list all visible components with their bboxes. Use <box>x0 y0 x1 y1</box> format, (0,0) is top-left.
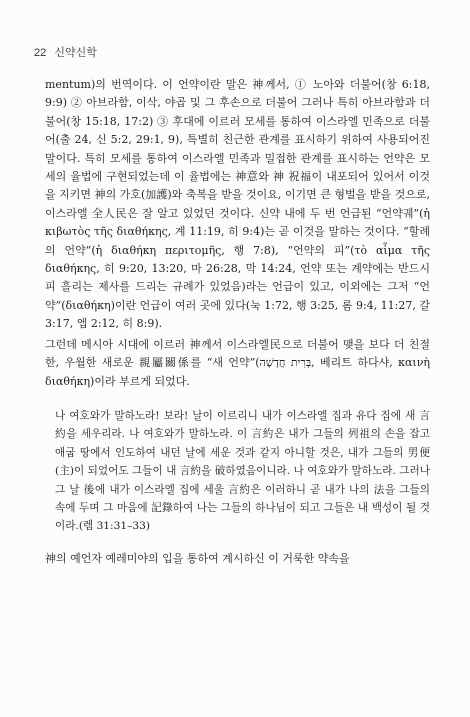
running-title: 신약신학 <box>54 47 97 59</box>
running-header <box>34 44 97 60</box>
page-number: 22 <box>34 47 47 59</box>
quote-text: 나 여호와가 말하노라! 보라! 날이 이르리니 내가 이스라엘 집과 유다 집에 새 言約을 세우리라. 나 여호와가 말하노라. 이 言約은 내가 그들의 列祖의 손을 잡고 애굽 땅에서 인도하여 내던 날에 세운 것과 같지 아니할 것은, 내가 그들의 男便(主)이 되었어도 그들이 내 言約을 破하였음이니라. 나 여호와가 말하노라. 그러나 그 날 後에 내가 이스라엘 집에 세울 言約은 이러하니 곧 내가 나의 法을 그들의 속에 두며 그 마음에 記錄하여 나는 그들의 하나님이 되고 그들은 내 백성이 될 것이라.(렘 31:31–33) <box>55 409 430 533</box>
paragraph-text: mentum)의 번역이다. 이 언약이란 말은 神께서, ① 노아와 더불어(창 6:18, 9:9) ② 아브라함, 이삭, 야곱 및 그 후손으로 더불어 그러나 특히 아브라함과 더불어(창 15:18, 17:2) ③ 후대에 이르러 모세를 통하여 이스라엘 민족으로 더불어(출 24, 신 5:2, 29:1, 9), 특별히 친근한 관계를 표시하기 위하여 사용되어진 말이다. 특히 모세를 통하여 이스라엘 민족과 밀접한 관계를 표시하는 언약은 모세의 율법에 구현되었는데 이 율법에는 神意와 神 祝福이 내포되어 있어서 이것을 지키면 神의 가호(加護)와 축복을 받을 것이요, 이기면 큰 형벌을 받을 것으로, 이스라엘 全人民은 잘 알고 있었던 것이다. 신약 내에 두 번 언급된 “언약궤”(ἡ κιβωτὸς τῆς διαθήκης, 계 11:19, 히 9:4)는 곧 이것을 말하는 것이다. “할례의 언약”(ἡ διαθήκη περιτομῆς, 행 7:8), “언약의 피”(τὸ αἷμα τῆς διαθήκης, 히 9:20, 13:20, 마 26:28, 막 14:24, 언약 또는 계약에는 반드시 피 흘리는 제사를 드리는 규례가 있었음)라는 언급이 있고, 이외에는 그저 “언약”(διαθήκη)이란 언급이 여러 곳에 있다(눅 1:72, 행 3:25, 롬 9:4, 11:27, 갈 3:17, 엡 2:12, 히 8:9). <box>45 78 430 331</box>
paragraph-closing <box>45 550 430 568</box>
page-body <box>45 76 430 570</box>
paragraph-covenant-history <box>45 76 430 334</box>
paragraph-text: 神의 예언자 예레미야의 입을 통하여 계시하신 이 거룩한 약속을 <box>45 551 350 565</box>
block-quote-jeremiah <box>55 407 430 536</box>
paragraph-text: 그런데 메시아 시대에 이르러 神께서 이스라엘民으로 더불어 맺을 보다 더 친절한, 우월한 새로운 親屬關係를 “새 언약”(בְּרִית חֲדָשָׁה, 베리트 하다샤, καινὴ διαθήκη)이라 부르게 되었다. <box>45 337 430 388</box>
paragraph-new-covenant <box>45 336 430 391</box>
